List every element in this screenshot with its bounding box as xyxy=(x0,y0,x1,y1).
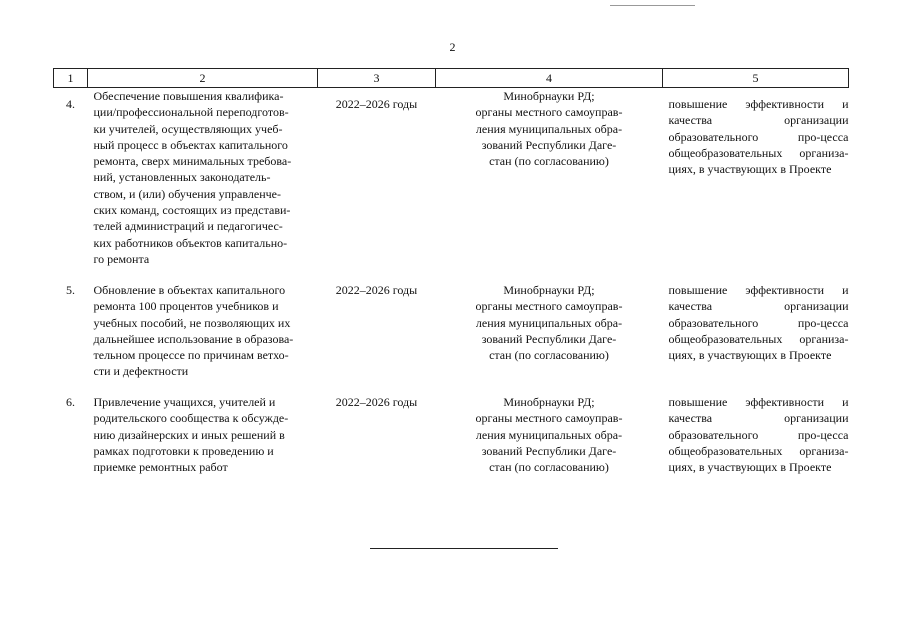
column-header-3: 3 xyxy=(318,69,436,88)
table-row xyxy=(54,88,849,283)
measure-text: Обновление в объектах капитального ремонта 100 процентов учебников и учебных пособий, не позволяющих их дальнейшее использование в образова- тельном процессе по причинам ветхо- сти и дефектности xyxy=(93,283,294,379)
result-text: повышение эффективности и качества организации образовательного про-цесса общеобразовательных организа-циях, в участвующих в Проекте xyxy=(668,283,849,363)
closing-rule xyxy=(370,548,558,549)
result-text: повышение эффективности и качества организации образовательного про-цесса общеобразовательных организа-циях, в участвующих в Проекте xyxy=(668,97,849,177)
period-text: 2022–2026 годы xyxy=(335,283,418,297)
responsible-text: Минобрнауки РД; органы местного самоуправ- ления муниципальных обра- зований Республики Даге- стан (по согласованию) xyxy=(475,89,623,169)
row-number: 6. xyxy=(66,395,75,409)
column-header-2: 2 xyxy=(88,69,318,88)
table-row xyxy=(54,282,849,394)
responsible-text: Минобрнауки РД; органы местного самоуправ- ления муниципальных обра- зований Республики Даге- стан (по согласованию) xyxy=(475,395,623,475)
responsible-text: Минобрнауки РД; органы местного самоуправ- ления муниципальных обра- зований Республики Даге- стан (по согласованию) xyxy=(475,283,623,363)
measures-table xyxy=(53,68,849,484)
column-header-1: 1 xyxy=(54,69,88,88)
column-header-5: 5 xyxy=(663,69,849,88)
result-text: повышение эффективности и качества организации образовательного про-цесса общеобразовательных организа-циях, в участвующих в Проекте xyxy=(668,395,849,475)
measure-text: Обеспечение повышения квалифика- ции/профессиональной переподготов- ки учителей, осуществляющих учеб- ный процесс в объектах капитального ремонта, сверх минимальных требова- ний, установленных законодатель- ством, и (или) обучения управленче- ских команд, состоящих из представи- телей администраций и педагогичес- ких работников объектов капитально- го ремонта xyxy=(93,89,292,266)
period-text: 2022–2026 годы xyxy=(335,395,418,409)
period-text: 2022–2026 годы xyxy=(335,97,418,111)
measure-text: Привлечение учащихся, учителей и родительского сообщества к обсужде- нию дизайнерских и иных решений в рамках подготовки к проведению и приемке ремонтных работ xyxy=(93,395,289,475)
table-header-row xyxy=(54,69,849,88)
scan-mark xyxy=(610,5,695,6)
table-row xyxy=(54,394,849,484)
row-number: 4. xyxy=(66,97,75,111)
column-header-4: 4 xyxy=(436,69,663,88)
row-number: 5. xyxy=(66,283,75,297)
page-number: 2 xyxy=(449,40,456,54)
